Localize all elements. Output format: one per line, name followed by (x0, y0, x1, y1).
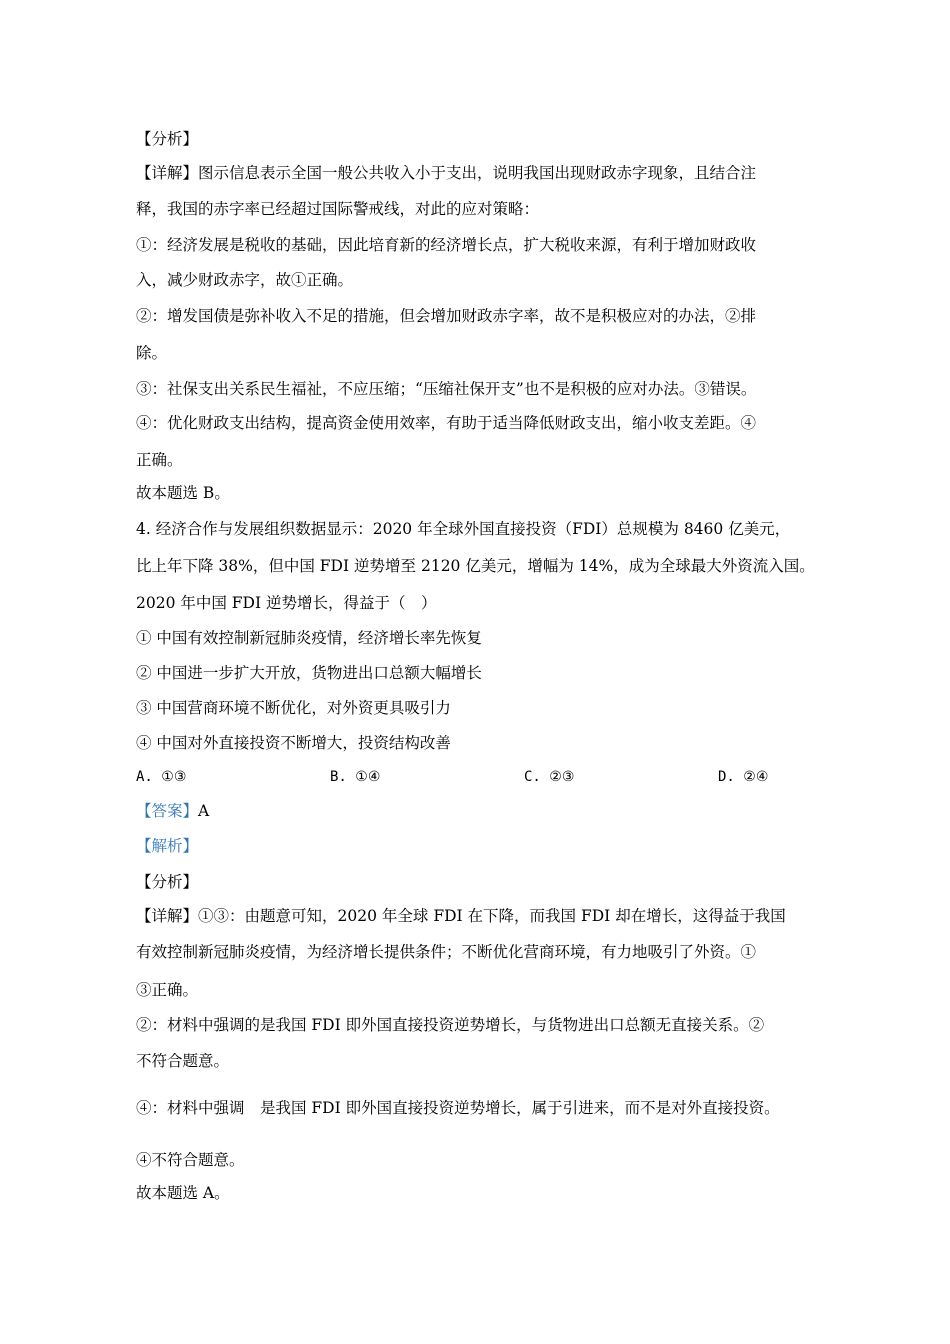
detail-paragraph-line (136, 163, 756, 183)
question-stem-line: 4. 经济合作与发展组织数据显示：2020 年全球外国直接投资（FDI）总规模为 8460 亿美元， (136, 520, 791, 538)
detail-tag: 【详解】 (136, 907, 199, 925)
analysis-heading: 【分析】 (136, 130, 199, 148)
option-a: A. ①③ (136, 769, 187, 785)
detail-tag: 【详解】 (136, 164, 199, 182)
point-2-line: ②：增发国债是弥补收入不足的措施，但会增加财政赤字率，故不是积极应对的办法，②排 (136, 307, 757, 325)
detail-paragraph-line: 不符合题意。 (136, 1052, 230, 1070)
answer-line (136, 801, 209, 821)
point-2-line: 除。 (136, 344, 168, 362)
option-c: C. ②③ (524, 769, 575, 785)
statement-item: ③ 中国营商环境不断优化，对外资更具吸引力 (136, 699, 451, 717)
point-1-line: ①：经济发展是税收的基础，因此培育新的经济增长点，扩大税收来源，有利于增加财政收 (136, 236, 757, 254)
detail-paragraph-line: ④：材料中强调 是我国 FDI 即外国直接投资逆势增长，属于引进来，而不是对外直接投资。 (136, 1099, 780, 1117)
statement-item: ① 中国有效控制新冠肺炎疫情，经济增长率先恢复 (136, 629, 482, 647)
conclusion: 故本题选 B。 (136, 484, 230, 502)
detail-paragraph-line (136, 906, 786, 926)
detail-paragraph-line: 释，我国的赤字率已经超过国际警戒线，对此的应对策略： (136, 200, 540, 218)
point-4-line: ④：优化财政支出结构，提高资金使用效率，有助于适当降低财政支出，缩小收支差距。④ (136, 414, 757, 432)
option-d: D. ②④ (718, 769, 769, 785)
statement-item: ② 中国进一步扩大开放，货物进出口总额大幅增长 (136, 664, 482, 682)
detail-paragraph-line: ②：材料中强调的是我国 FDI 即外国直接投资逆势增长，与货物进出口总额无直接关系。② (136, 1016, 765, 1034)
analysis-heading: 【分析】 (136, 873, 199, 891)
question-stem-line: 2020 年中国 FDI 逆势增长，得益于（ ） (136, 594, 437, 612)
detail-text: ①③：由题意可知，2020 年全球 FDI 在下降，而我国 FDI 却在增长，这得益于我国 (198, 907, 786, 925)
detail-paragraph-line: ④不符合题意。 (136, 1151, 245, 1169)
detail-paragraph-line: ③正确。 (136, 981, 199, 999)
statement-item: ④ 中国对外直接投资不断增大，投资结构改善 (136, 734, 451, 752)
answer-tag: 【答案】 (136, 802, 199, 820)
point-4-line: 正确。 (136, 451, 183, 469)
conclusion: 故本题选 A。 (136, 1184, 230, 1202)
detail-text: 图示信息表示全国一般公共收入小于支出，说明我国出现财政赤字现象，且结合注 (198, 164, 757, 182)
answer-value: A (198, 802, 210, 820)
question-stem-line: 比上年下降 38%，但中国 FDI 逆势增至 2120 亿美元，增幅为 14%，成为全球最大外资流入国。 (136, 557, 815, 575)
detail-paragraph-line: 有效控制新冠肺炎疫情，为经济增长提供条件；不断优化营商环境，有力地吸引了外资。① (136, 943, 757, 961)
point-1-line: 入，减少财政赤字，故①正确。 (136, 271, 354, 289)
option-b: B. ①④ (330, 769, 381, 785)
point-3-line: ③：社保支出关系民生福祉，不应压缩；“压缩社保开支”也不是积极的应对办法。③错误。 (136, 380, 757, 398)
explanation-heading: 【解析】 (136, 837, 199, 855)
